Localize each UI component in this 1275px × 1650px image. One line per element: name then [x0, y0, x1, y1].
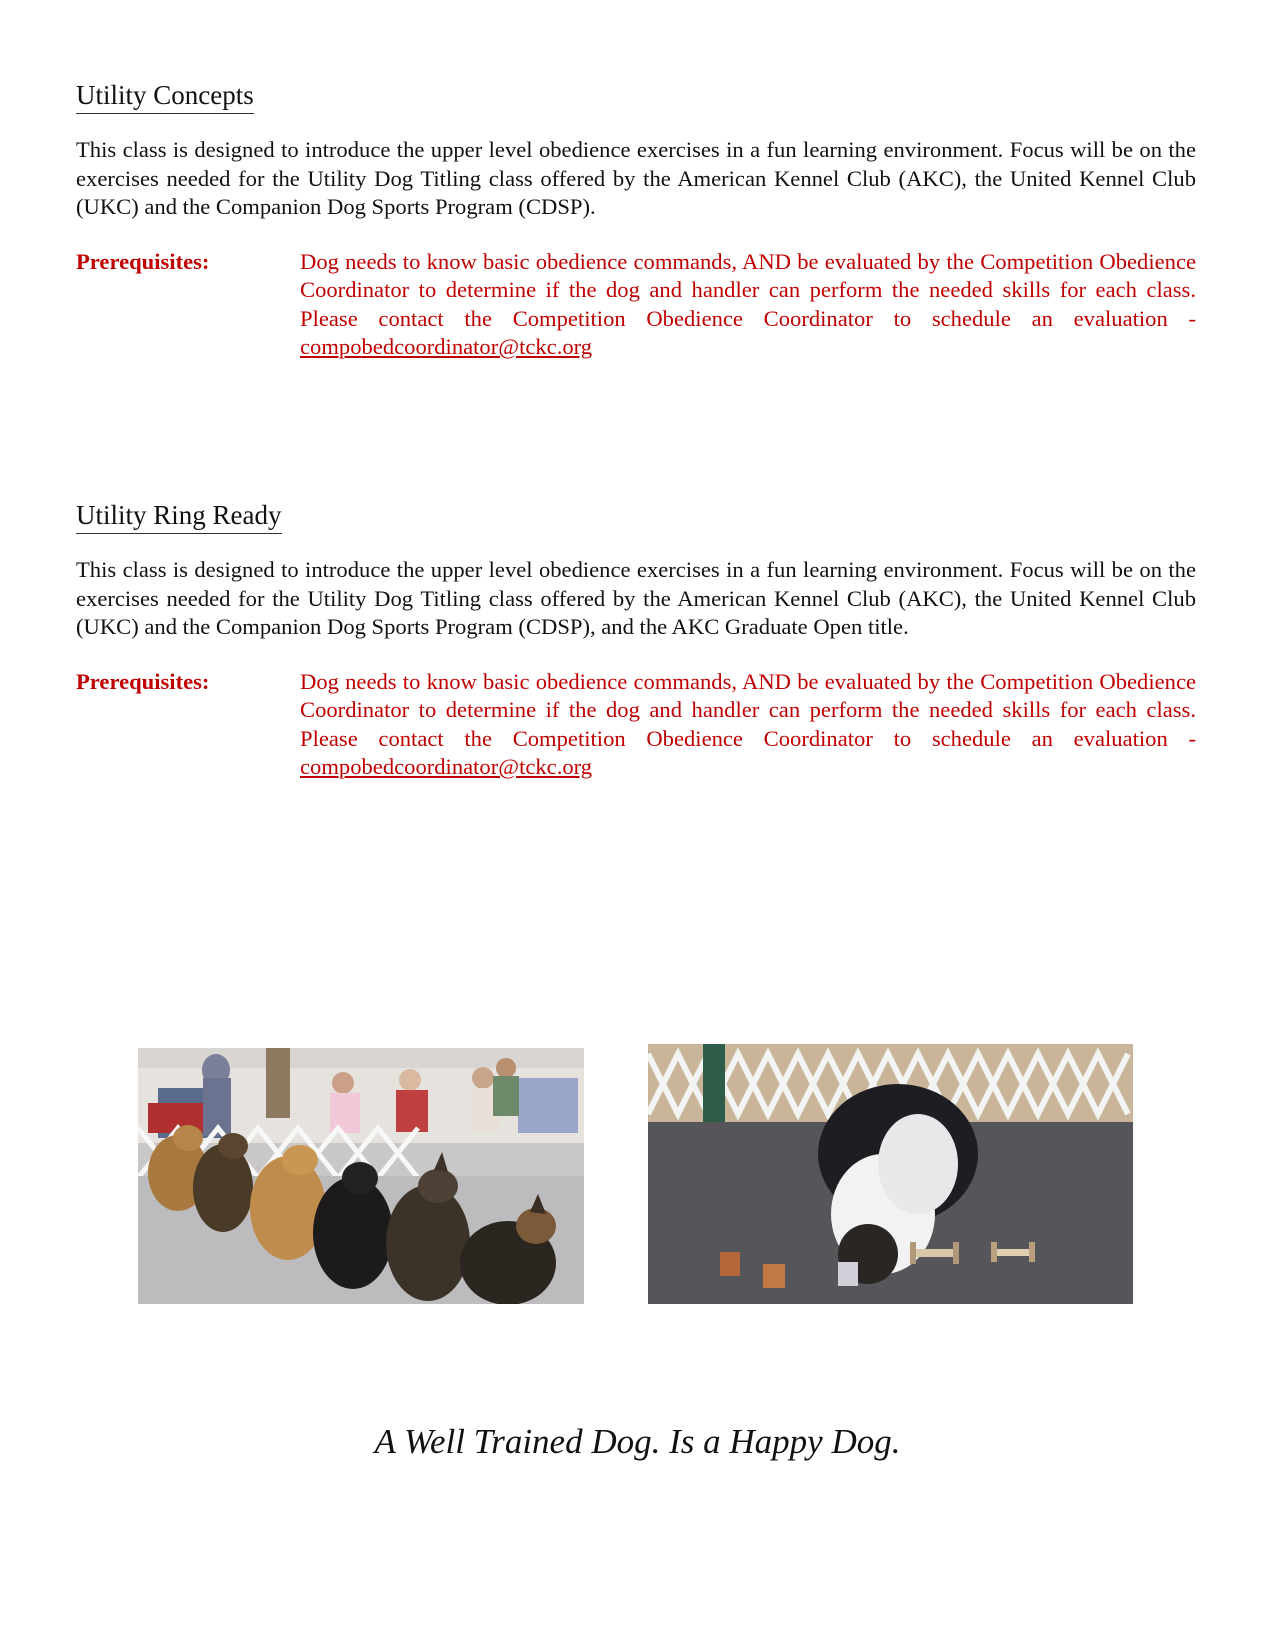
dog-scent-articles-photo [648, 1044, 1133, 1304]
dog-scent-articles-illustration [648, 1044, 1133, 1304]
section-description: This class is designed to introduce the upper level obedience exercises in a fun learning environment. Focus will be on the exercises needed for the Utility Dog Titling class offered by the American Kennel Club (AKC), the United Kennel Club (UKC) and the Companion Dog Sports Program (CDSP). [76, 137, 1196, 219]
prerequisites-body: Dog needs to know basic obedience commands, AND be evaluated by the Competition Obedience Coordinator to determine if the dog and handler can perform the needed skills for each class. Please contact the Competition Obedience Coordinator to schedule an evaluation - [300, 668, 1196, 751]
dogs-sitting-photo [138, 1048, 584, 1304]
prerequisites-text [300, 668, 1196, 782]
prerequisites-label: Prerequisites: [76, 248, 210, 274]
section-heading: Utility Concepts [76, 78, 254, 114]
section-utility-concepts [76, 78, 1196, 362]
prerequisites-text [300, 248, 1196, 362]
prerequisites-block [76, 248, 1196, 362]
dogs-sitting-illustration [138, 1048, 584, 1304]
coordinator-email-link[interactable]: compobedcoordinator@tckc.org [300, 754, 593, 779]
prerequisites-block [76, 668, 1196, 782]
section-description: This class is designed to introduce the upper level obedience exercises in a fun learning environment. Focus will be on the exercises needed for the Utility Dog Titling class offered by the American Kennel Club (AKC), the United Kennel Club (UKC) and the Companion Dog Sports Program (CDSP), and the AKC Graduate Open title. [76, 557, 1196, 639]
tagline: A Well Trained Dog. Is a Happy Dog. [374, 1422, 901, 1461]
prerequisites-label: Prerequisites: [76, 668, 210, 694]
prerequisites-body: Dog needs to know basic obedience commands, AND be evaluated by the Competition Obedience Coordinator to determine if the dog and handler can perform the needed skills for each class. Please contact the Competition Obedience Coordinator to schedule an evaluation - [300, 248, 1196, 331]
section-heading: Utility Ring Ready [76, 498, 282, 534]
coordinator-email-link[interactable]: compobedcoordinator@tckc.org [300, 334, 593, 359]
section-utility-ring-ready [76, 498, 1196, 782]
